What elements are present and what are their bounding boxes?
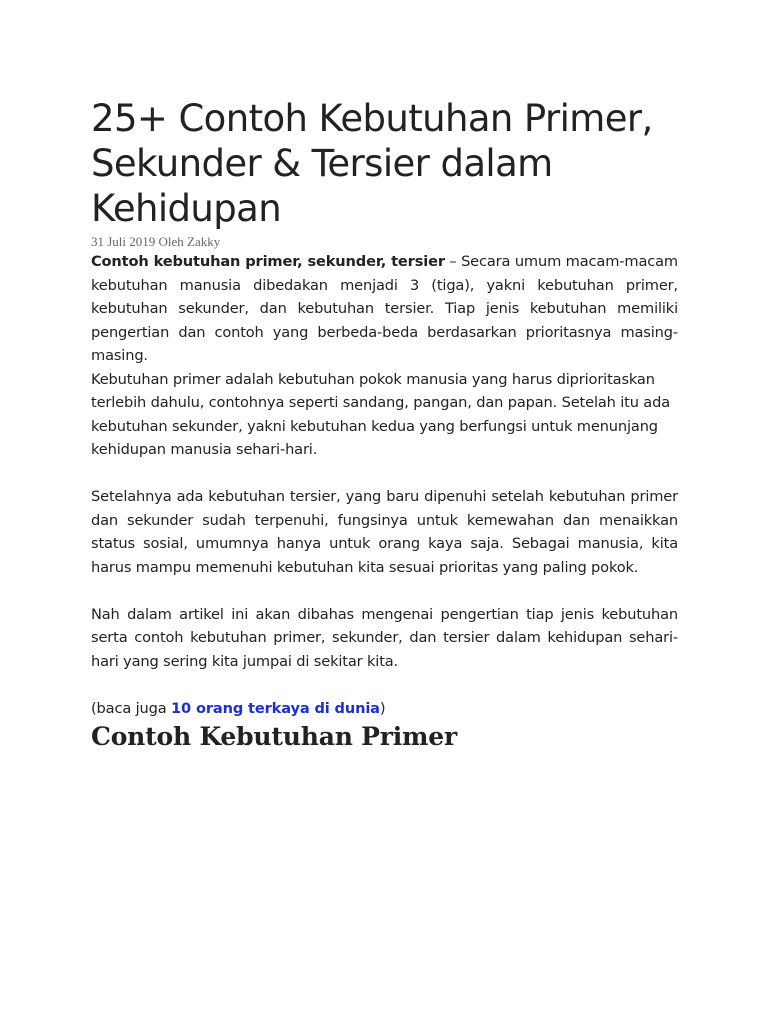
paragraph-spacer [91,673,678,697]
paragraph-3: Setelahnya ada kebutuhan tersier, yang baru dipenuhi setelah kebutuhan primer dan sekunder sudah terpenuhi, fungsinya untuk kemewahan dan menaikkan status sosial, umumnya hanya untuk orang kaya saja. Sebagai manusia, kita harus mampu memenuhi kebutuhan kita sesuai prioritas yang paling pokok. [91,488,678,576]
read-also-link[interactable]: 10 orang terkaya di dunia [171,699,380,717]
paragraph-2: Kebutuhan primer adalah kebutuhan pokok manusia yang harus diprioritaskan terlebih dahulu, contohnya seperti sandang, pangan, dan papan. Setelah itu ada kebutuhan sekunder, yakni kebutuhan kedua yang berfungsi untuk menunjang kehidupan manusia sehari-hari. [91,370,670,458]
read-also-suffix: ) [379,699,386,717]
article-meta: 31 Juli 2019 Oleh Zakky [91,234,221,249]
paragraph-4: Nah dalam artikel ini akan dibahas mengenai pengertian tiap jenis kebutuhan serta contoh kebutuhan primer, sekunder, dan tersier dalam kehidupan sehari-hari yang sering kita jumpai di sekitar kita. [91,605,678,670]
intro-text: – Secara umum macam-macam kebutuhan manusia dibedakan menjadi 3 (tiga), yakni kebutuhan primer, kebutuhan sekunder, dan kebutuhan tersier. Tiap jenis kebutuhan memiliki pengertian dan contoh yang berbeda-beda berdasarkan prioritasnya masing-masing. [91,253,678,364]
intro-bold-text: Contoh kebutuhan primer, sekunder, tersier [91,253,445,270]
section-heading: Contoh Kebutuhan Primer [91,721,457,751]
intro-paragraph [91,250,678,368]
read-also-prefix: (baca juga [91,699,172,717]
paragraph-spacer [91,462,678,486]
article-title: 25+ Contoh Kebutuhan Primer, Sekunder & Tersier dalam Kehidupan [91,97,653,230]
paragraph-spacer [91,579,678,603]
read-also [91,697,678,720]
article [91,96,678,754]
